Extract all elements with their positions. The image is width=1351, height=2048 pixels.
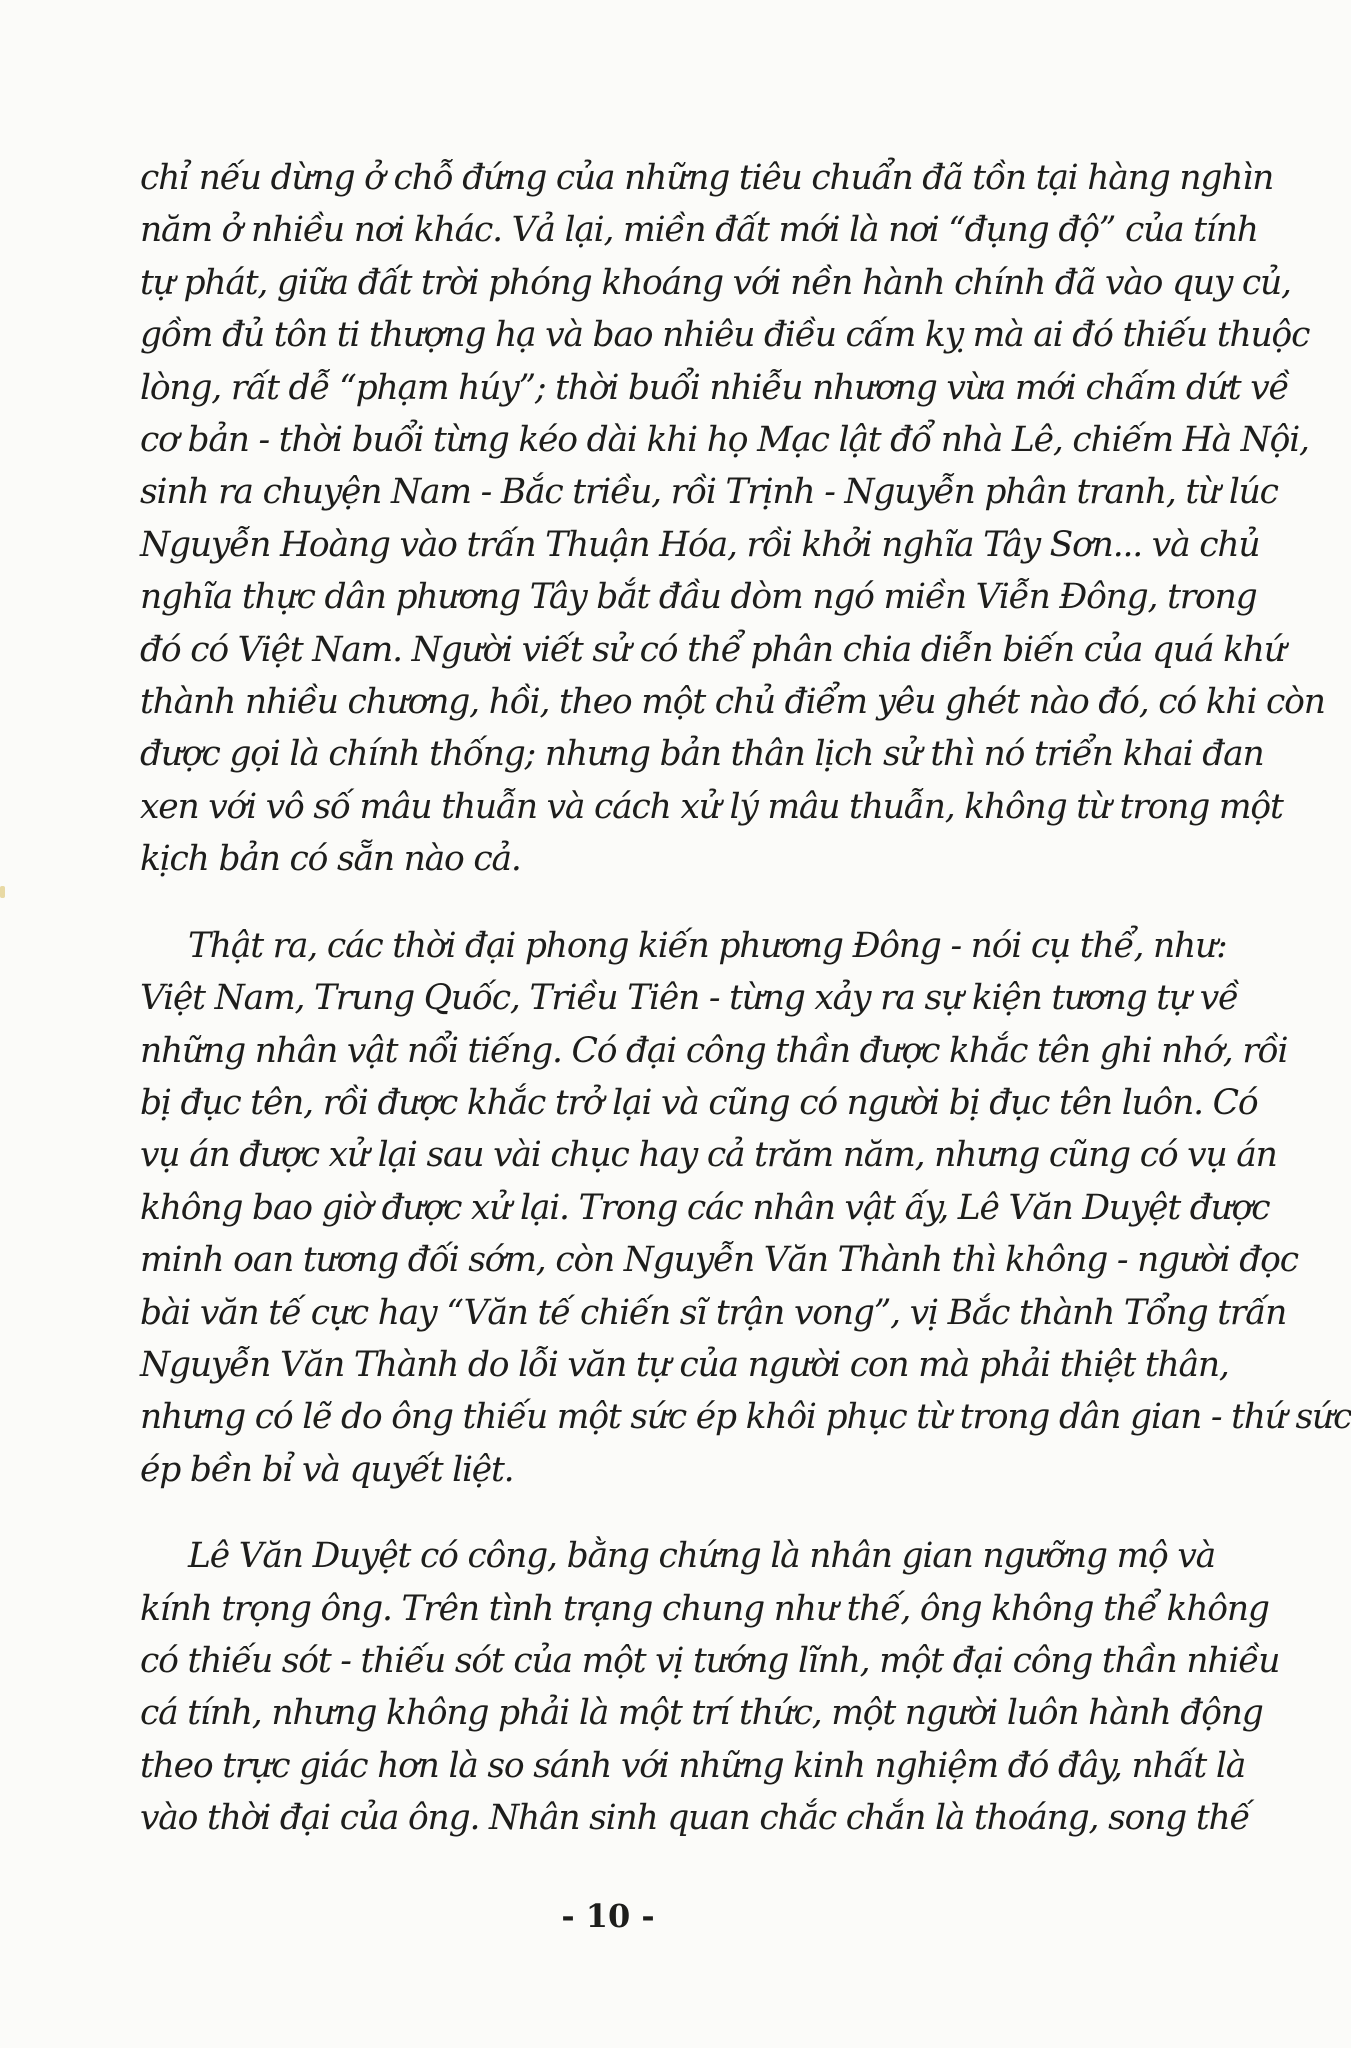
text-line: đó có Việt Nam. Người viết sử có thể phân chia diễn biến của quá khứ [140,629,1285,670]
text-line: được gọi là chính thống; nhưng bản thân lịch sử thì nó triển khai đan [140,734,1264,775]
text-line: lòng, rất dễ “phạm húy”; thời buổi nhiễu nhương vừa mới chấm dứt về [140,367,1289,408]
text-line: minh oan tương đối sớm, còn Nguyễn Văn Thành thì không - người đọc [140,1240,1298,1281]
text-line: Nguyễn Văn Thành do lỗi văn tự của người con mà phải thiệt thân, [140,1344,1229,1385]
paragraph-2 [140,920,1351,1496]
text-line: xen với vô số mâu thuẫn và cách xử lý mâu thuẫn, không từ trong một [140,786,1283,827]
text-line: nghĩa thực dân phương Tây bắt đầu dòm ngó miền Viễn Đông, trong [140,577,1257,618]
text-line: kịch bản có sẵn nào cả. [140,839,521,880]
text-line: bị đục tên, rồi được khắc trở lại và cũng có người bị đục tên luôn. Có [140,1082,1258,1123]
text-line: không bao giờ được xử lại. Trong các nhân vật ấy, Lê Văn Duyệt được [140,1187,1270,1228]
text-line: Thật ra, các thời đại phong kiến phương Đông - nói cụ thể, như: [188,925,1227,966]
text-line: gồm đủ tôn ti thượng hạ và bao nhiêu điều cấm kỵ mà ai đó thiếu thuộc [140,315,1310,356]
text-line: cơ bản - thời buổi từng kéo dài khi họ Mạc lật đổ nhà Lê, chiếm Hà Nội, [140,420,1309,461]
text-line: vụ án được xử lại sau vài chục hay cả trăm năm, nhưng cũng có vụ án [140,1135,1277,1176]
paragraph-spacer [140,886,1134,920]
paragraph-spacer [140,1496,1134,1530]
text-line: những nhân vật nổi tiếng. Có đại công thần được khắc tên ghi nhớ, rồi [140,1030,1288,1071]
book-page-body [140,152,1351,1845]
text-line: thành nhiều chương, hồi, theo một chủ điểm yêu ghét nào đó, có khi còn [140,682,1325,723]
page-number: - 10 - [561,1897,655,1935]
page-edge-mark [0,886,5,898]
text-line: cá tính, nhưng không phải là một trí thức, một người luôn hành động [140,1693,1263,1734]
text-line: Việt Nam, Trung Quốc, Triều Tiên - từng xảy ra sự kiện tương tự về [140,978,1239,1019]
text-line: có thiếu sót - thiếu sót của một vị tướng lĩnh, một đại công thần nhiều [140,1640,1280,1681]
text-line: bài văn tế cực hay “Văn tế chiến sĩ trận vong”, vị Bắc thành Tổng trấn [140,1292,1287,1333]
text-line: chỉ nếu dừng ở chỗ đứng của những tiêu chuẩn đã tồn tại hàng nghìn [140,158,1274,198]
paragraph-3 [140,1530,1280,1844]
text-line: sinh ra chuyện Nam - Bắc triều, rồi Trịnh - Nguyễn phân tranh, từ lúc [140,472,1278,513]
text-line: Nguyễn Hoàng vào trấn Thuận Hóa, rồi khởi nghĩa Tây Sơn... và chủ [140,524,1260,565]
text-line: vào thời đại của ông. Nhân sinh quan chắc chắn là thoáng, song thế [140,1798,1250,1839]
text-line: ép bền bỉ và quyết liệt. [140,1449,514,1490]
text-line: kính trọng ông. Trên tình trạng chung như thế, ông không thể không [140,1588,1269,1629]
text-line: Lê Văn Duyệt có công, bằng chứng là nhân gian ngưỡng mộ và [188,1536,1216,1577]
text-line: tự phát, giữa đất trời phóng khoáng với nền hành chính đã vào quy củ, [140,262,1291,303]
text-line: năm ở nhiều nơi khác. Vả lại, miền đất mới là nơi “đụng độ” của tính [140,210,1258,251]
text-line: nhưng có lẽ do ông thiếu một sức ép khôi phục từ trong dân gian - thứ sức [140,1397,1351,1438]
text-line: theo trực giác hơn là so sánh với những kinh nghiệm đó đây, nhất là [140,1745,1246,1786]
paragraph-1 [140,152,1325,886]
